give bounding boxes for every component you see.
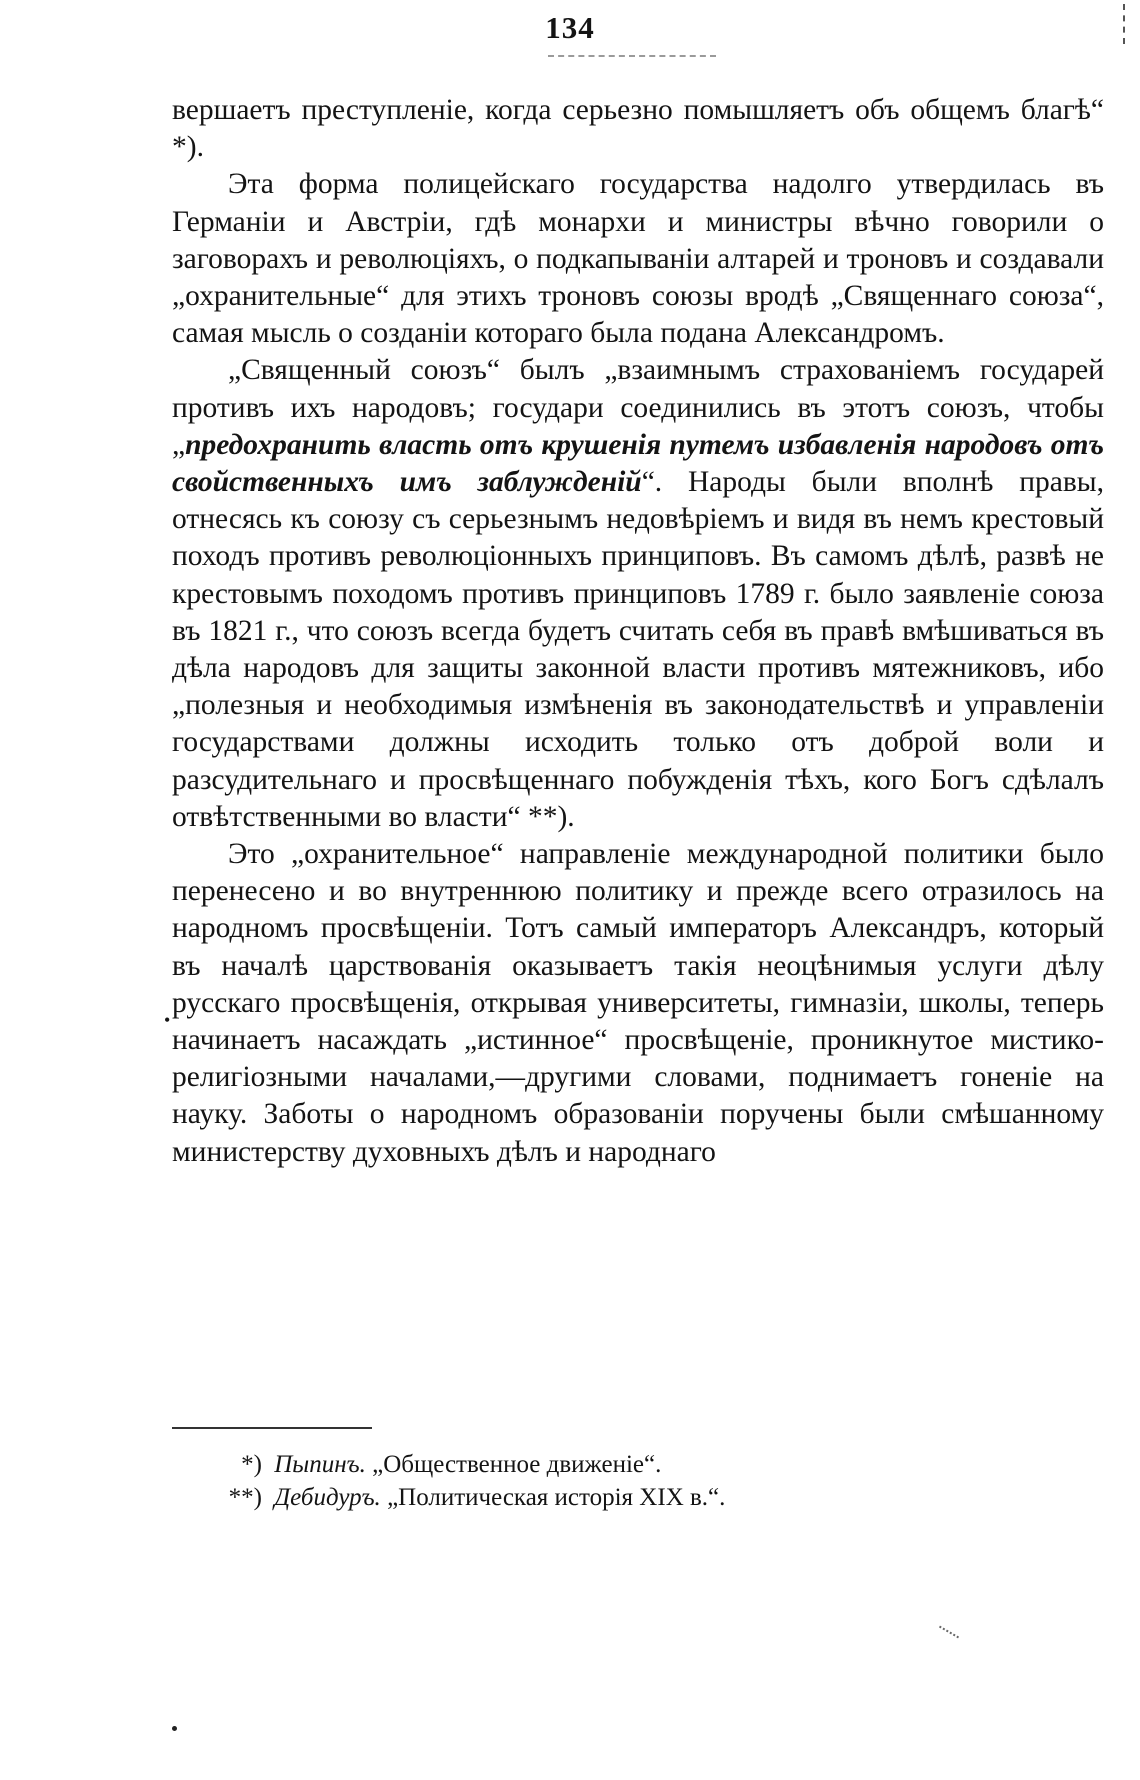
footnote-author: Пыпинъ.	[274, 1451, 366, 1478]
footnote-2	[210, 1481, 1010, 1514]
scan-artifact	[172, 1726, 177, 1731]
scan-artifact	[939, 1626, 959, 1639]
footnote-title: „Политическая исторія XIX в.“.	[387, 1484, 726, 1511]
footnote-author: Дебидуръ.	[274, 1484, 381, 1511]
margin-mark	[1123, 4, 1128, 44]
italic-quote: предохранить власть отъ крушенія путемъ избавленія народовъ отъ свойственныхъ имъ заблужденій	[172, 428, 1104, 499]
footnote-mark: *)	[241, 1451, 262, 1478]
ink-speck: •	[164, 1010, 171, 1030]
footnotes	[210, 1448, 1010, 1514]
paragraph-enlightenment: Это „охранительное“ направленіе международной политики было перенесено и во внутреннюю политику и прежде всего отразилось на народномъ просвѣщеніи. Тотъ самый императоръ Александръ, который въ началѣ царствованія оказываетъ такія неоцѣнимыя услуги дѣлу русскаго просвѣщенія, открывая университеты, гимназіи, школы, теперь начинаетъ насаждать „истинное“ просвѣщеніе, проникнутое мистико-религіозными началами,—другими словами, поднимаетъ гоненіе на науку. Заботы о народномъ образованіи поручены были смѣшанному министерству духовныхъ дѣлъ и народнаго	[172, 838, 1104, 1168]
paragraph-holy-alliance-text-after: “. Народы были вполнѣ правы, отнесясь къ союзу съ серьезнымъ недовѣріемъ и видя въ немъ крестовый походъ противъ революціонныхъ принциповъ. Въ самомъ дѣлѣ, развѣ не крестовымъ походомъ противъ принциповъ 1789 г. было заявленіе союза въ 1821 г., что союзъ всегда будетъ считать себя въ правѣ вмѣшиваться въ дѣла народовъ для защиты законной власти противъ мятежниковъ, ибо „полезныя и необходимыя измѣненія въ законодательствѣ и управленіи государствами должны исходить только отъ доброй воли и разсудительнаго и просвѣщеннаго побужденія тѣхъ, кого Богъ сдѣлалъ отвѣтственными во власти“ **).	[172, 466, 1104, 833]
footnote-1	[210, 1448, 1010, 1481]
footnote-mark: **)	[228, 1484, 262, 1511]
body-text	[172, 92, 1104, 1171]
page-number: 134	[545, 10, 595, 45]
paragraph-continuation: вершаетъ преступленіе, когда серьезно помышляетъ объ общемъ благѣ“ *).	[172, 94, 1104, 164]
paragraph-police-state: Эта форма полицейскаго государства надолго утвердилась въ Германіи и Австріи, гдѣ монархи и министры вѣчно говорили о заговорахъ и революціяхъ, о подкапываніи алтарей и троновъ и создавали „охранительные“ для этихъ троновъ союзы вродѣ „Священнаго союза“, самая мысль о созданіи котораго была подана Александромъ.	[172, 168, 1104, 350]
footnote-rule	[172, 1427, 372, 1429]
paragraph-holy-alliance	[172, 352, 1104, 836]
paragraph-holy-alliance-text-before: „Священный союзъ“ былъ „взаимнымъ страхованіемъ государей противъ ихъ народовъ; государи соединились въ этотъ союзъ, чтобы „	[172, 354, 1104, 461]
header-rule	[548, 55, 716, 57]
footnote-title: „Общественное движеніе“.	[372, 1451, 662, 1478]
